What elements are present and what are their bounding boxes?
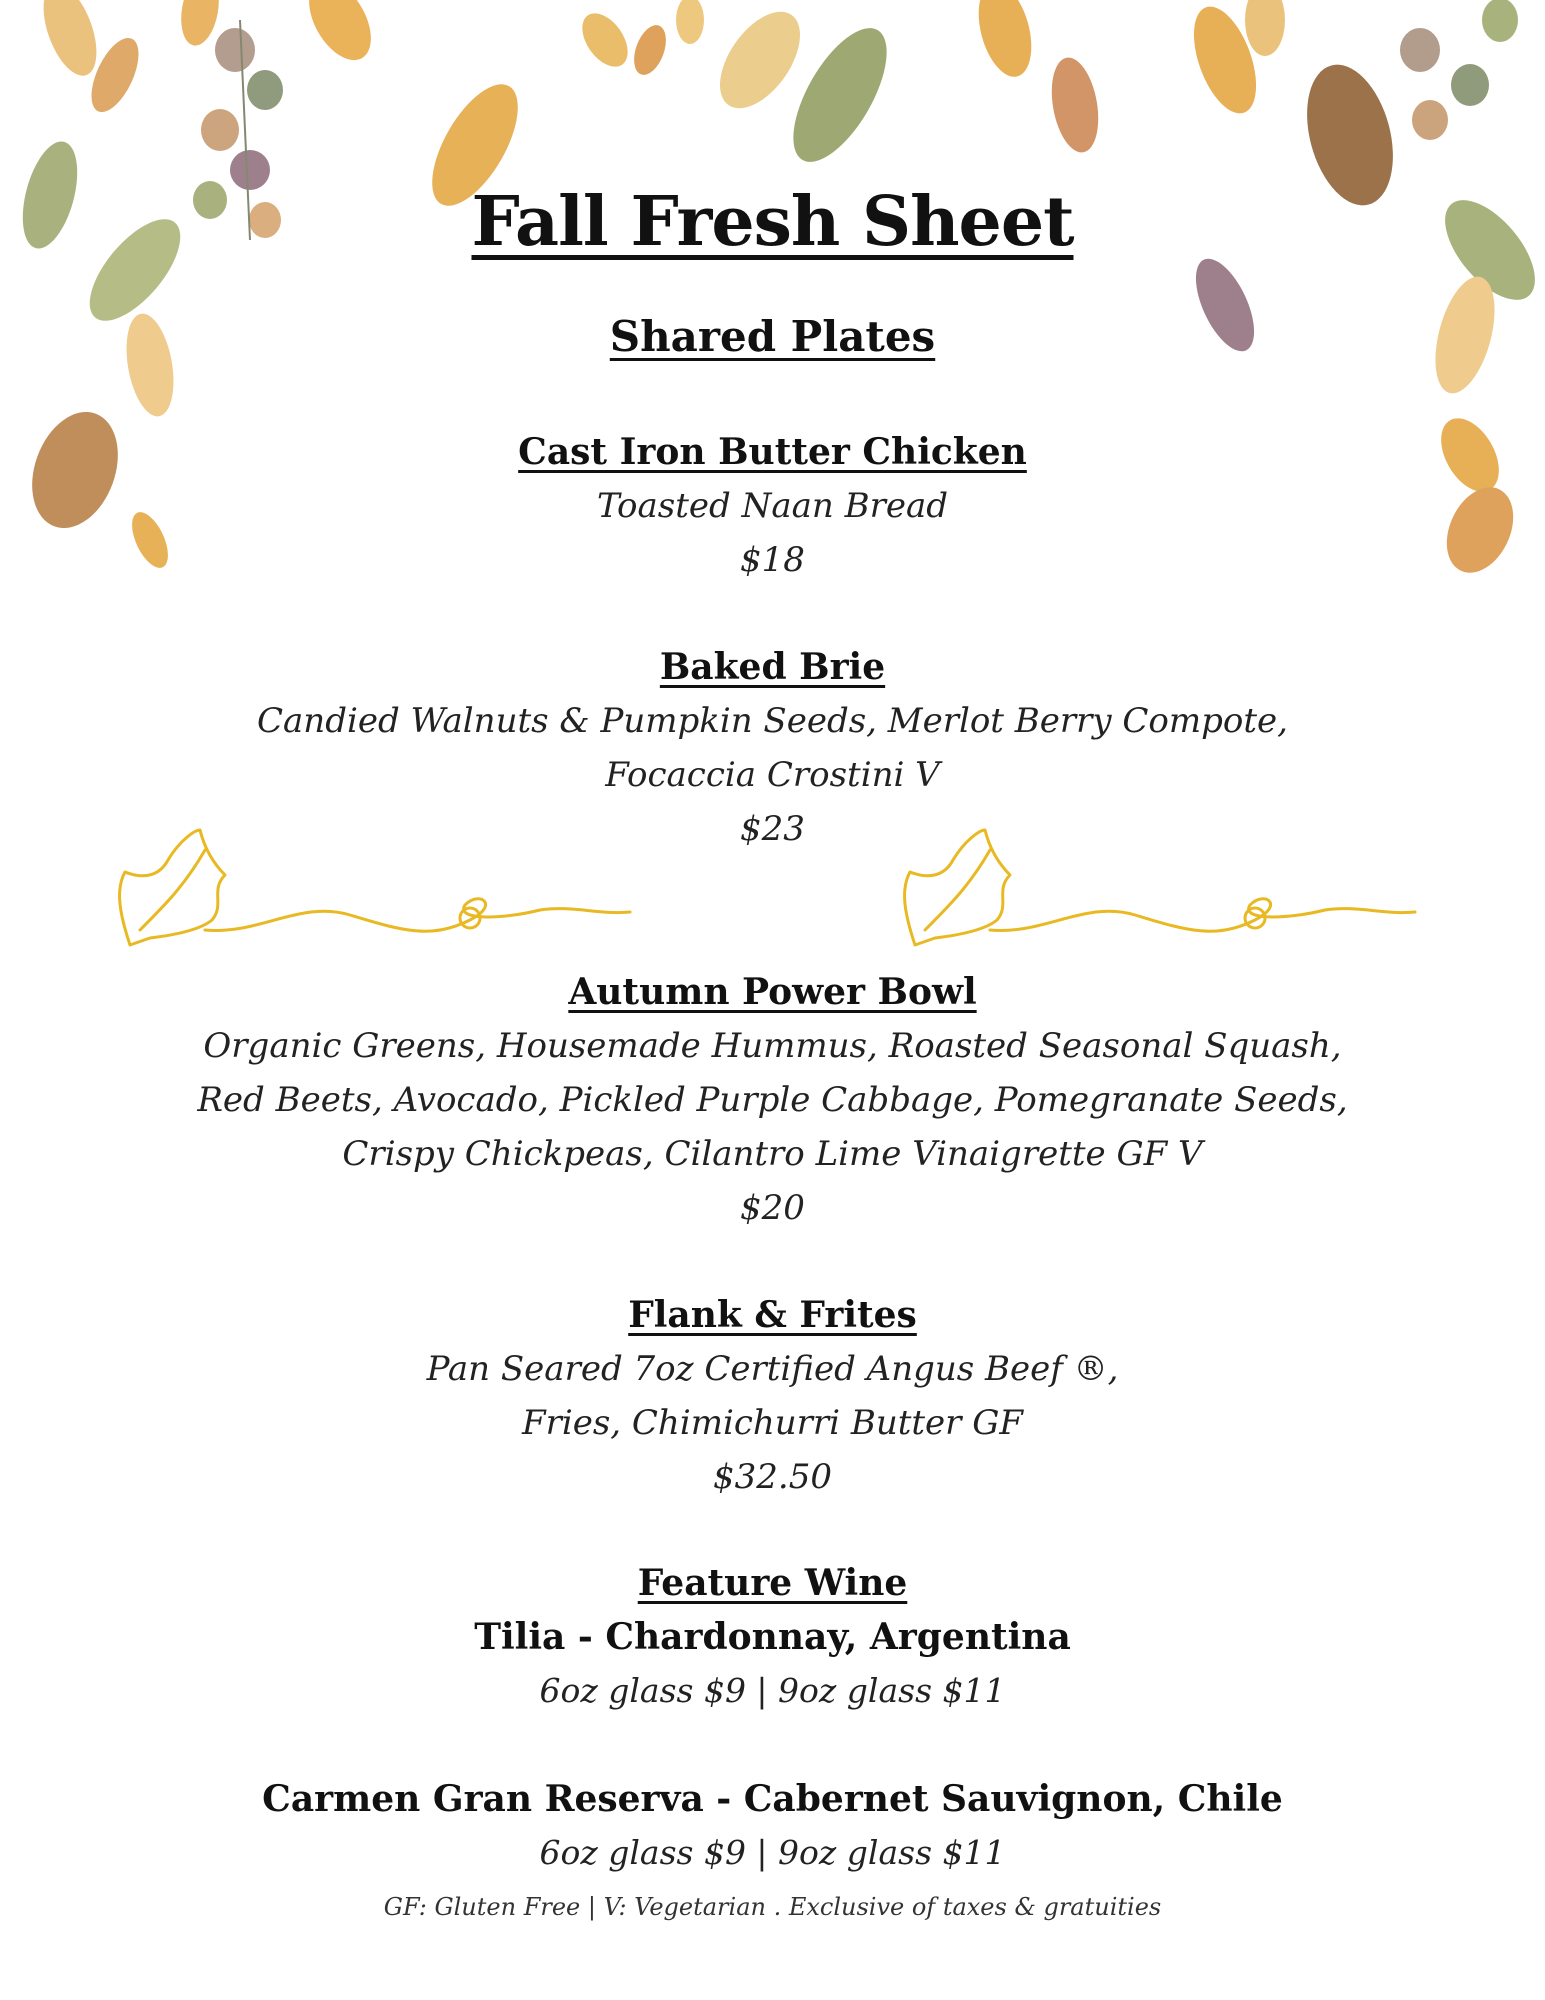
section-heading: Shared Plates xyxy=(609,312,936,361)
menu-footnote: GF: Gluten Free | V: Vegetarian . Exclusive of taxes & gratuities xyxy=(383,1893,1162,1921)
item-name: Cast Iron Butter Chicken xyxy=(518,431,1027,473)
item-price: $32.50 xyxy=(713,1457,832,1497)
wine-item xyxy=(0,1610,1545,1718)
item-description: Crispy Chickpeas, Cilantro Lime Vinaigrette GF V xyxy=(342,1134,1203,1174)
wine-price: 6oz glass $9 | 9oz glass $11 xyxy=(539,1671,1006,1710)
menu-title: Fall Fresh Sheet xyxy=(471,182,1074,262)
wine-heading: Feature Wine xyxy=(637,1562,908,1604)
item-description: Toasted Naan Bread xyxy=(597,486,948,526)
item-description: Candied Walnuts & Pumpkin Seeds, Merlot Berry Compote, xyxy=(257,701,1288,741)
wine-name: Carmen Gran Reserva - Cabernet Sauvignon, Chile xyxy=(262,1778,1283,1820)
item-price: $18 xyxy=(740,540,805,580)
menu-item xyxy=(0,965,1545,1235)
item-price: $23 xyxy=(740,809,805,849)
item-name: Autumn Power Bowl xyxy=(568,971,977,1013)
wine-name: Tilia - Chardonnay, Argentina xyxy=(474,1616,1071,1658)
item-name: Baked Brie xyxy=(659,646,886,688)
leaf-vine-divider xyxy=(0,820,1545,950)
item-price: $20 xyxy=(740,1188,805,1228)
menu-item xyxy=(0,425,1545,587)
item-description: Pan Seared 7oz Certified Angus Beef ®, xyxy=(426,1349,1119,1389)
wine-item xyxy=(0,1772,1545,1880)
item-description: Focaccia Crostini V xyxy=(605,755,940,795)
wine-price: 6oz glass $9 | 9oz glass $11 xyxy=(539,1833,1006,1872)
item-description: Organic Greens, Housemade Hummus, Roasted Seasonal Squash, xyxy=(203,1026,1342,1066)
item-name: Flank & Frites xyxy=(628,1294,917,1336)
item-description: Red Beets, Avocado, Pickled Purple Cabbage, Pomegranate Seeds, xyxy=(197,1080,1348,1120)
item-description: Fries, Chimichurri Butter GF xyxy=(522,1403,1023,1443)
menu-item xyxy=(0,1288,1545,1504)
